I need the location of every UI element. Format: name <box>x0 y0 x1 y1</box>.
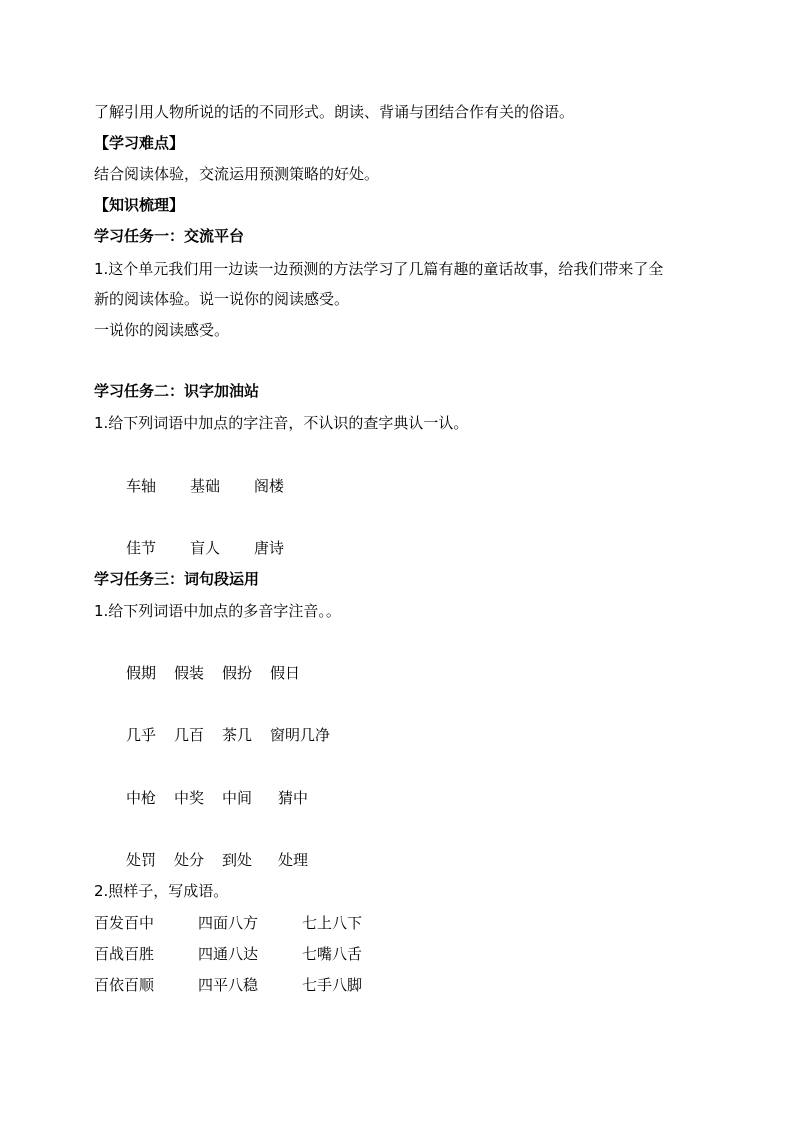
word-item: 窗明几净 <box>270 726 331 744</box>
idiom-item: 七嘴八舌 <box>302 945 363 963</box>
word-item: 车轴 <box>126 477 157 495</box>
idiom-item: 四面八方 <box>198 914 259 932</box>
word-item: 处理 <box>278 851 309 869</box>
difficulty-heading: 【学习难点】 <box>94 134 185 152</box>
idiom-item: 百战百胜 <box>94 945 155 963</box>
task1-question-line1: 1.这个单元我们用一边读一边预测的方法学习了几篇有趣的童话故事，给我们带来了全 <box>94 260 664 278</box>
task1-title: 学习任务一：交流平台 <box>94 227 245 245</box>
word-item: 阁楼 <box>254 477 285 495</box>
intro-text: 了解引用人物所说的话的不同形式。朗读、背诵与团结合作有关的俗语。 <box>94 103 575 121</box>
idiom-item: 七手八脚 <box>302 976 363 994</box>
task3-question-1: 1.给下列词语中加点的多音字注音。。 <box>94 602 341 620</box>
word-item: 假期 <box>126 664 157 682</box>
word-item: 到处 <box>222 851 253 869</box>
word-item: 盲人 <box>190 539 221 557</box>
idiom-item: 百依百顺 <box>94 976 155 994</box>
word-item: 唐诗 <box>254 539 285 557</box>
word-item: 假日 <box>270 664 301 682</box>
idiom-item: 四通八达 <box>198 945 259 963</box>
idiom-item: 百发百中 <box>94 914 155 932</box>
word-item: 几乎 <box>126 726 157 744</box>
word-item: 处分 <box>174 851 205 869</box>
task1-question-line3: 一说你的阅读感受。 <box>94 321 230 339</box>
difficulty-text: 结合阅读体验，交流运用预测策略的好处。 <box>94 165 380 183</box>
word-item: 几百 <box>174 726 205 744</box>
idiom-item: 四平八稳 <box>198 976 259 994</box>
task2-question: 1.给下列词语中加点的字注音，不认识的查字典认一认。 <box>94 414 469 432</box>
word-item: 中奖 <box>174 789 205 807</box>
word-item: 佳节 <box>126 539 157 557</box>
word-item: 中间 <box>222 789 253 807</box>
knowledge-heading: 【知识梳理】 <box>94 196 185 214</box>
word-item: 假扮 <box>222 664 253 682</box>
word-item: 猜中 <box>278 789 309 807</box>
task3-title: 学习任务三：词句段运用 <box>94 570 260 588</box>
word-item: 中枪 <box>126 789 157 807</box>
word-item: 假装 <box>174 664 205 682</box>
task3-question-2: 2.照样子，写成语。 <box>94 882 229 900</box>
task2-title: 学习任务二：识字加油站 <box>94 382 260 400</box>
word-item: 茶几 <box>222 726 253 744</box>
idiom-item: 七上八下 <box>302 914 363 932</box>
word-item: 基础 <box>190 477 221 495</box>
word-item: 处罚 <box>126 851 157 869</box>
task1-question-line2: 新的阅读体验。说一说你的阅读感受。 <box>94 290 350 308</box>
